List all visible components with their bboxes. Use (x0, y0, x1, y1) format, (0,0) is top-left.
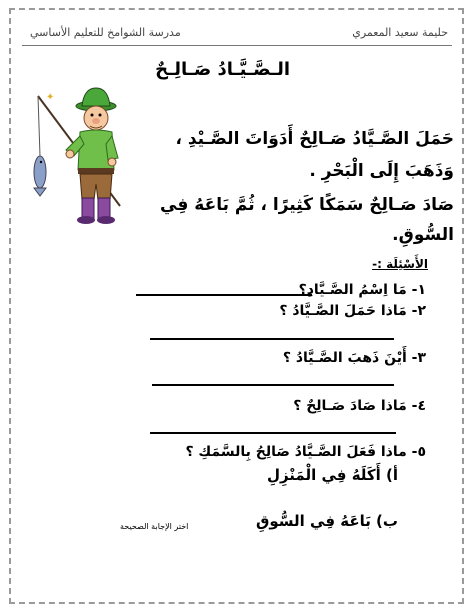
answer-line-4[interactable] (150, 432, 396, 434)
question-1 (299, 282, 426, 298)
answer-line-2[interactable] (150, 338, 394, 340)
story-line-2: وَذَهَبَ إِلَى الْبَحْرِ . (309, 161, 454, 181)
question-text: مَا اِسْمُ الصَّـيَّادِ؟ (298, 282, 407, 298)
question-number: ٣- (411, 350, 426, 366)
instruction-note: اختر الإجابة الصحيحة (120, 522, 189, 531)
option-a[interactable]: أ) أَكَلَهُ فِي الْمَنْزِلِ (266, 466, 398, 484)
story-line-1: حَمَلَ الصَّـيَّادُ صَـالِحٌ أَدَوَاتَ الصَّـيْدِ ، (175, 129, 454, 149)
answer-line-3[interactable] (152, 384, 394, 386)
question-text: أَيْنَ ذَهبَ الصَّـيَّادُ ؟ (282, 350, 407, 366)
school-name: مدرسة الشوامخ للتعليم الأساسي (30, 26, 181, 39)
questions-label: الأَسْئِلَة :- (372, 257, 428, 271)
option-b[interactable]: ب) بَاعَهُ فِي السُّوقِ (255, 512, 398, 530)
question-text: مَاذا حَمَلَ الصَّـيَّادُ ؟ (279, 303, 407, 319)
question-number: ٥- (411, 444, 426, 460)
question-4 (293, 398, 426, 414)
question-3 (283, 350, 426, 366)
question-number: ١- (411, 282, 426, 298)
fisherman-illustration (28, 84, 128, 232)
teacher-name: حليمة سعيد المعمري (352, 26, 448, 39)
question-number: ٤- (411, 398, 426, 414)
story-line-3: صَادَ صَـالِحٌ سَمَكًا كَثِيرًا ، ثُمَّ بَاعَهُ فِي (160, 195, 454, 215)
story-line-4: السُّوقِ. (392, 225, 454, 245)
question-2 (279, 303, 426, 319)
answer-line-1[interactable] (136, 294, 312, 296)
question-number: ٢- (411, 303, 426, 319)
question-5 (185, 444, 426, 460)
page-title: الـصَّـيَّـادُ صَـالِـحٌ (155, 59, 290, 80)
question-text: ماذا فَعَلَ الصَّـيَّادُ صَالِحُ بِالسَّمَكِ ؟ (185, 444, 407, 460)
svg-text:✦: ✦ (46, 92, 55, 103)
question-text: مَاذا صَادَ صَـالِحٌ ؟ (293, 398, 407, 414)
header-divider (22, 45, 452, 46)
